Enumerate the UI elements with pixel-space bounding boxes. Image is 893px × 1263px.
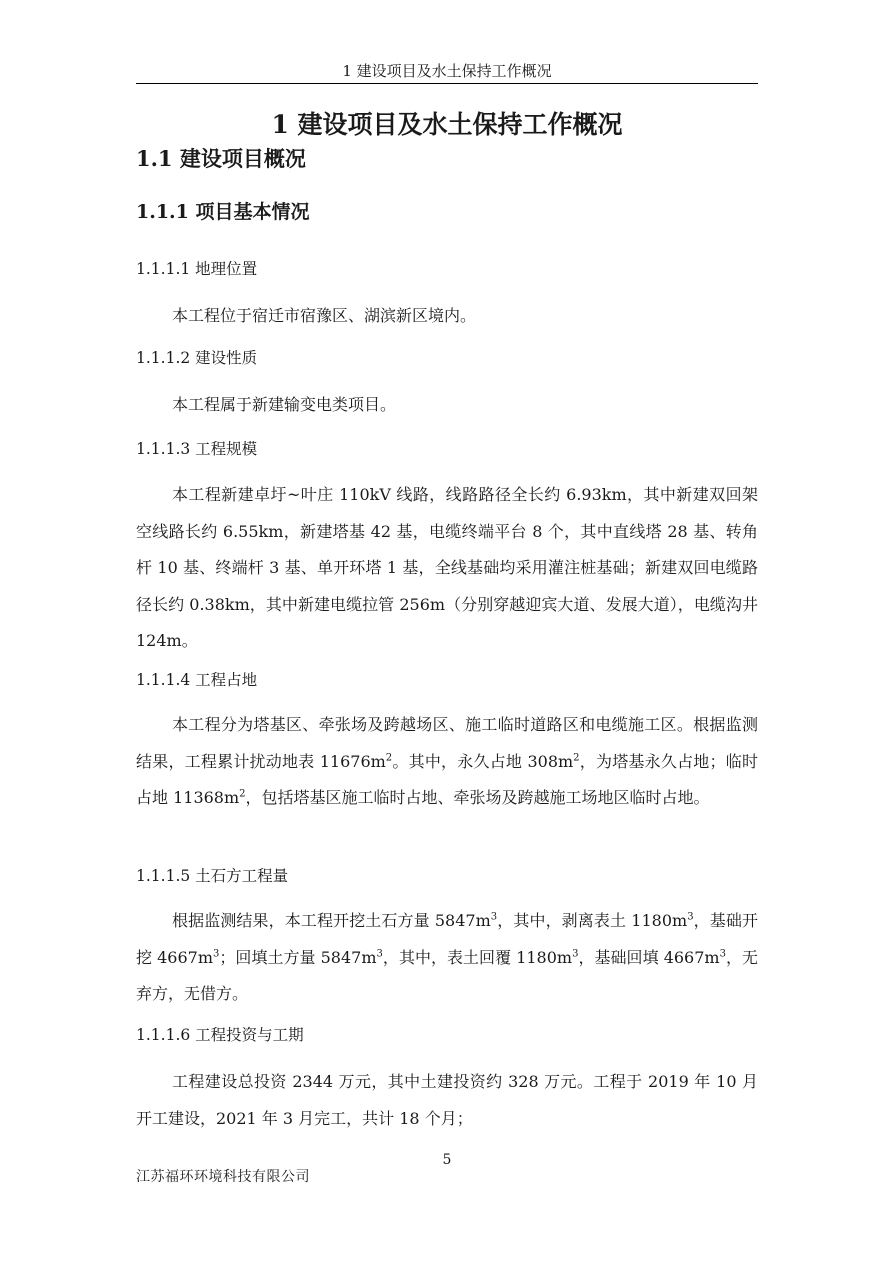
paragraph-project-scale: 本工程新建卓圩~叶庄 110kV 线路，线路路径全长约 6.93km，其中新建双回架空线路长约 6.55km，新建塔基 42 基，电缆终端平台 8 个，其中直线塔 28 基、转角杆 10 基、终端杆 3 基、单开环塔 1 基，全线基础均采用灌注桩基础；新建双回电缆路径长约 0.38km，其中新建电缆拉管 256m（分别穿越迎宾大道、发展大道），电缆沟井 124m。 [136,485,758,650]
paragraph-construction-nature: 本工程属于新建输变电类项目。 [172,395,397,414]
paragraph-earthwork-volume: 根据监测结果，本工程开挖土石方量 $5847m^3$，其中，剥离表土 $1180m^3$，基础开挖 $4667m^3$；回填土方量 $5847m^3$，其中，表土回覆 $1180m^3$，基础回填 $4667m^3$，无弃方，无借方。 [136,911,759,1003]
subsection-heading: 1.1.1 项目基本情况 [136,201,310,223]
paragraph-investment-schedule: 工程建设总投资 2344 万元，其中土建投资约 328 万元。工程于 2019 年 10 月开工建设，2021 年 3 月完工，共计 18 个月； [136,1072,758,1128]
section-heading: 1.1 建设项目概况 [136,146,306,171]
footer-company: 江苏福环环境科技有限公司 [136,1169,310,1185]
running-header: 1 建设项目及水土保持工作概况 [342,62,552,80]
header-rule [136,83,758,84]
paragraph-land-occupation: 本工程分为塔基区、牵张场及跨越场区、施工临时道路区和电缆施工区。根据监测结果，工程累计扰动地表 $11676m^2$。其中，永久占地 $308m^2$，为塔基永久占地；临时占地 $11368m^2$，包括塔基区施工临时占地、牵张场及跨越施工场地区临时占地。 [136,715,758,807]
paragraph-geographic-location: 本工程位于宿迁市宿豫区、湖滨新区境内。 [172,306,477,325]
heading-investment-schedule: 1.1.1.6 工程投资与工期 [136,1026,304,1044]
heading-construction-nature: 1.1.1.2 建设性质 [136,349,258,367]
heading-geographic-location: 1.1.1.1 地理位置 [136,260,258,278]
chapter-title: 1 建设项目及水土保持工作概况 [271,110,623,139]
page-number: 5 [442,1152,452,1168]
heading-project-scale: 1.1.1.3 工程规模 [136,440,258,458]
heading-earthwork-volume: 1.1.1.5 土石方工程量 [136,867,289,885]
heading-land-occupation: 1.1.1.4 工程占地 [136,671,258,689]
